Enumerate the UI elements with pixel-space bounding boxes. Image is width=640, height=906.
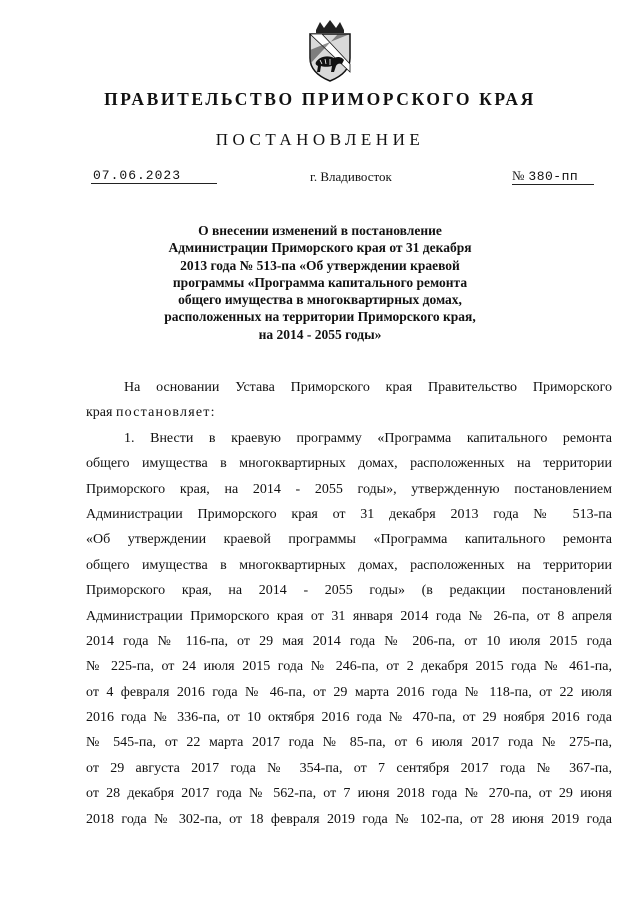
decree-number: 380-пп (528, 169, 579, 184)
body-line: № 545-па, от 22 марта 2017 года № 85-па, от 6 июля 2017 года № 275-па, (86, 735, 612, 751)
document-type: ПОСТАНОВЛЕНИЕ (215, 130, 425, 149)
decree-number-field (512, 168, 594, 185)
government-title: ПРАВИТЕЛЬСТВО ПРИМОРСКОГО КРАЯ (104, 89, 536, 109)
decree-body (86, 375, 612, 832)
subject-line: программы «Программа капитального ремонта (172, 274, 468, 290)
decree-city: г. Владивосток (310, 169, 392, 184)
subject-line: О внесении изменений в постановление (198, 223, 442, 238)
body-line: Приморского края, на 2014 - 2055 годы», утвержденную постановлением (86, 481, 612, 497)
body-line: Администрации Приморского края от 31 декабря 2013 года № 513-па (86, 506, 612, 522)
body-line: № 225-па, от 24 июля 2015 года № 246-па, от 2 декабря 2015 года № 461-па, (86, 659, 612, 675)
coat-of-arms-icon (304, 20, 356, 82)
subject-line: расположенных на территории Приморского края, (164, 309, 476, 325)
body-line: от 29 августа 2017 года № 354-па, от 7 сентября 2017 года № 367-па, (86, 760, 612, 776)
body-line: Администрации Приморского края от 31 января 2014 года № 26-па, от 8 апреля (86, 608, 612, 624)
subject-line: Администрации Приморского края от 31 декабря (168, 240, 472, 256)
preamble-text: края (86, 405, 116, 421)
number-sign: № (512, 168, 525, 183)
body-line: 2018 года № 302-па, от 18 февраля 2019 года № 102-па, от 28 июня 2019 года (86, 811, 612, 827)
decree-subject (150, 222, 490, 343)
preamble-line (86, 400, 612, 425)
body-line: 2016 года № 336-па, от 10 октября 2016 года № 470-па, от 29 ноября 2016 года (86, 710, 612, 726)
preamble-line: На основании Устава Приморского края Правительство Приморского (124, 380, 612, 395)
body-line: 2014 года № 116-па, от 29 мая 2014 года № 206-па, от 10 июля 2015 года (86, 633, 612, 649)
body-line: от 28 декабря 2017 года № 562-па, от 7 июня 2018 года № 270-па, от 29 июня (86, 786, 612, 802)
body-line: общего имущества в многоквартирных домах, расположенных на территории (86, 456, 612, 472)
body-line: «Об утверждении краевой программы «Программа капитального ремонта (86, 532, 612, 548)
decree-date: 07.06.2023 (91, 168, 217, 184)
subject-line: на 2014 - 2055 годы» (258, 326, 382, 342)
body-line: от 4 февраля 2016 года № 46-па, от 29 марта 2016 года № 118-па, от 22 июля (86, 684, 612, 700)
subject-line: 2013 года № 513-па «Об утверждении краевой (180, 257, 460, 273)
body-line: 1. Внести в краевую программу «Программа капитального ремонта (124, 430, 612, 446)
subject-line: общего имущества в многоквартирных домах, (178, 292, 462, 308)
body-line: общего имущества в многоквартирных домах, расположенных на территории (86, 557, 612, 573)
body-line: Приморского края, на 2014 - 2055 годы» (в редакции постановлений (86, 583, 612, 599)
resolves-word: постановляет: (115, 405, 216, 421)
